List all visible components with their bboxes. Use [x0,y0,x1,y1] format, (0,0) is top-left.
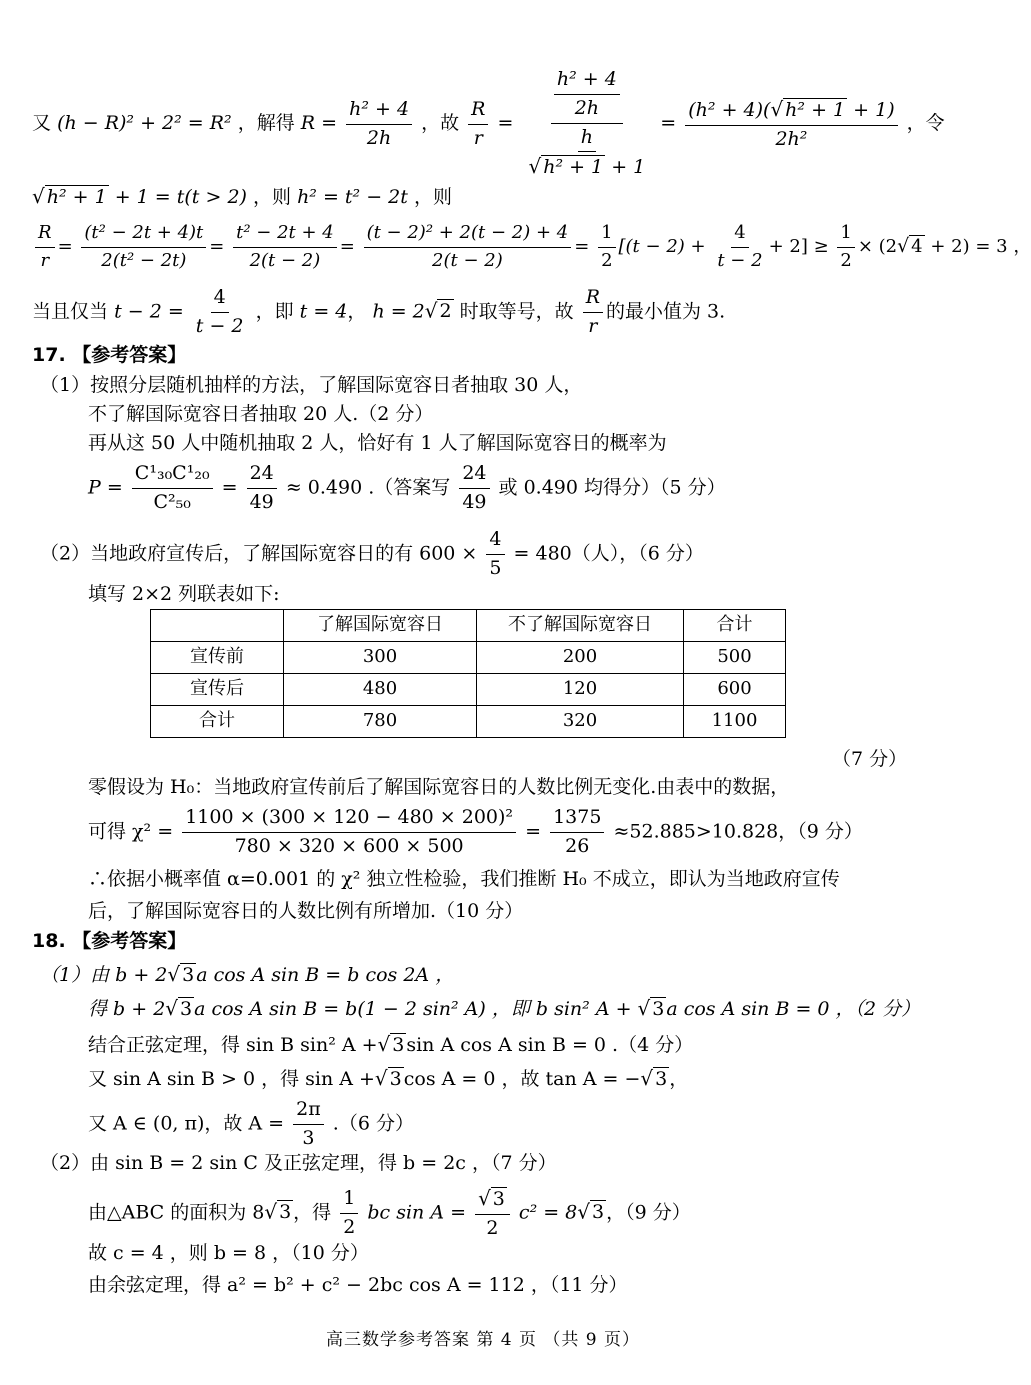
prev-line-3: $\frac{R}{r}$ = $\frac{\text{(t² − 2t + 4)t}}{\text{2(t² − 2t)}}$ = $\frac{\text{t² − 2t + 4}}{2(t - 2)}$ = $\frac{\text{(t − 2)² + 2(t − 2) + 4}}{2(t - 2)}$ = $\frac{1}{2}$ [(t − 2) + $\frac{4}{t - 2}$ + 2] ≥ $\frac{1}{2}$ × (2√ 4 + 2) = 3 ， [32,222,966,272]
q18-p1-line-3: 结合正弦定理，得 sin B sin² A +√ 3 sin A cos A sin B = 0 .（4 分） [88,1032,694,1056]
q17-p1-line-3: 再从这 50 人中随机抽取 2 人，恰好有 1 人了解国际宽容日的概率为 [88,432,667,454]
equation: (h − R)² + 2² = R² [57,112,232,134]
table-row [151,674,786,706]
table-cell: 480 [284,674,477,706]
table-cell: 300 [284,642,477,674]
q17-p1-line-4: P = $\frac{\text{C¹₃₀C¹₂₀}}{\text{C²₅₀}}$ = $\frac{24}{49}$ ≈ 0.490 .（答案写 $\frac{24}{49}$ 或 0.490 均得分）（5 分） [88,462,726,513]
table-cell: 合计 [151,706,284,738]
table-row [151,706,786,738]
table-cell: 1100 [684,706,786,738]
table-cell: 了解国际宽容日 [284,610,477,642]
table-cell [151,610,284,642]
table-header-row [151,610,786,642]
text: ，解得 [237,112,295,134]
q18-p1-line-1: （1）由 b + 2√ 3 a cos A sin B = b cos 2A ， [40,962,455,986]
prev-line-1 [32,68,966,180]
q17-p2-line-6: ∴依据小概率值 α=0.001 的 χ² 独立性检验，我们推断 H₀ 不成立，即认为当地政府宣传 [88,868,840,890]
q18-p2-line-3: 故 c = 4 ，则 b = 8 ，（10 分） [88,1242,369,1264]
q18-p1-line-2: 得 b + 2√ 3 a cos A sin B = b(1 − 2 sin² A) ，即 b sin² A + √ 3 a cos A sin B = 0 ，（2 分） [88,996,921,1020]
q18-p2-line-1: （2）由 sin B = 2 sin C 及正弦定理，得 b = 2c ，（7 分） [40,1152,557,1174]
q17-p2-line-1: （2）当地政府宣传后，了解国际宽容日的有 600 × $\frac{4}{5}$ = 480（人），（6 分） [40,528,704,579]
fraction: $\frac{R}{r}$ [468,98,488,151]
table-cell: 320 [477,706,684,738]
table-cell: 合计 [684,610,786,642]
table-row [151,642,786,674]
text: 又 [32,112,52,134]
table-cell: 宣传后 [151,674,284,706]
contingency-table [150,609,786,738]
prev-line-2: √ h² + 1 + 1 = t(t > 2) ，则 h² = t² − 2t ，则 [32,184,452,208]
text: ，令 [906,112,945,134]
q17-score-7: （7 分） [832,748,908,770]
table-cell: 600 [684,674,786,706]
table-cell: 不了解国际宽容日 [477,610,684,642]
table-cell: 200 [477,642,684,674]
compound-fraction: $\frac{\frac{\text{h² + 4}}{2h}}{\frac{h}{\text{√ h² + 1 + 1}}}$ [528,68,646,179]
equals: = [497,112,514,134]
q18-p2-line-2: 由△ABC 的面积为 8√ 3 ，得 $\frac{1}{2}$ bc sin A = $\frac{√ 3}{2}$ c² = 8√ 3 ，（9 分） [88,1186,691,1239]
q18-p2-line-4: 由余弦定理，得 a² = b² + c² − 2bc cos A = 112 ，（11 分） [88,1274,628,1296]
q17-p2-line-5: 可得 χ² = $\frac{\text{1100 × (300 × 120 − 480 × 200)²}}{780 \times 320 \times 600 \times 500}$ = $\frac{1375}{26}$ ≈52.885>10.828，（9 分） [88,806,863,857]
equation: R = [300,112,338,134]
fraction: $\frac{\text{(h² + 4)(√ h² + 1 + 1)}}{\text{2h²}}$ [685,97,897,152]
q17-p1-line-2: 不了解国际宽容日者抽取 20 人.（2 分） [88,403,434,425]
q17-p1-line-1: （1）按照分层随机抽样的方法，了解国际宽容日者抽取 30 人， [40,374,583,396]
q18-p1-line-5: 又 A ∈ (0, π)，故 A = $\frac{2\pi}{3}$ .（6 分） [88,1098,414,1149]
page-footer: 高三数学参考答案 第 4 页 （共 9 页） [325,1330,641,1350]
equals: = [660,112,677,134]
q17-p2-line-7: 后，了解国际宽容日的人数比例有所增加.（10 分） [88,900,524,922]
table-cell: 780 [284,706,477,738]
table-cell: 120 [477,674,684,706]
fraction: $\frac{\text{h² + 4}}{2h}$ [346,98,412,151]
table-cell: 宣传前 [151,642,284,674]
table-cell: 500 [684,642,786,674]
q17-p2-line-2: 填写 2×2 列联表如下: [88,583,280,605]
q18-p1-line-4: 又 sin A sin B > 0 ，得 sin A +√ 3 cos A = 0 ，故 tan A = −√ 3 ， [88,1066,689,1090]
q17-heading: 17. 【参考答案】 [32,344,187,366]
q18-heading: 18. 【参考答案】 [32,930,187,952]
prev-line-4: 当且仅当 t − 2 = $\frac{4}{t - 2}$ ，即 t = 4， h = 2√ 2 时取等号，故 $\frac{R}{r}$ 的最小值为 3. [32,286,726,337]
q17-p2-line-4: 零假设为 H₀：当地政府宣传前后了解国际宽容日的人数比例无变化.由表中的数据， [88,776,790,798]
text: ，故 [421,112,460,134]
